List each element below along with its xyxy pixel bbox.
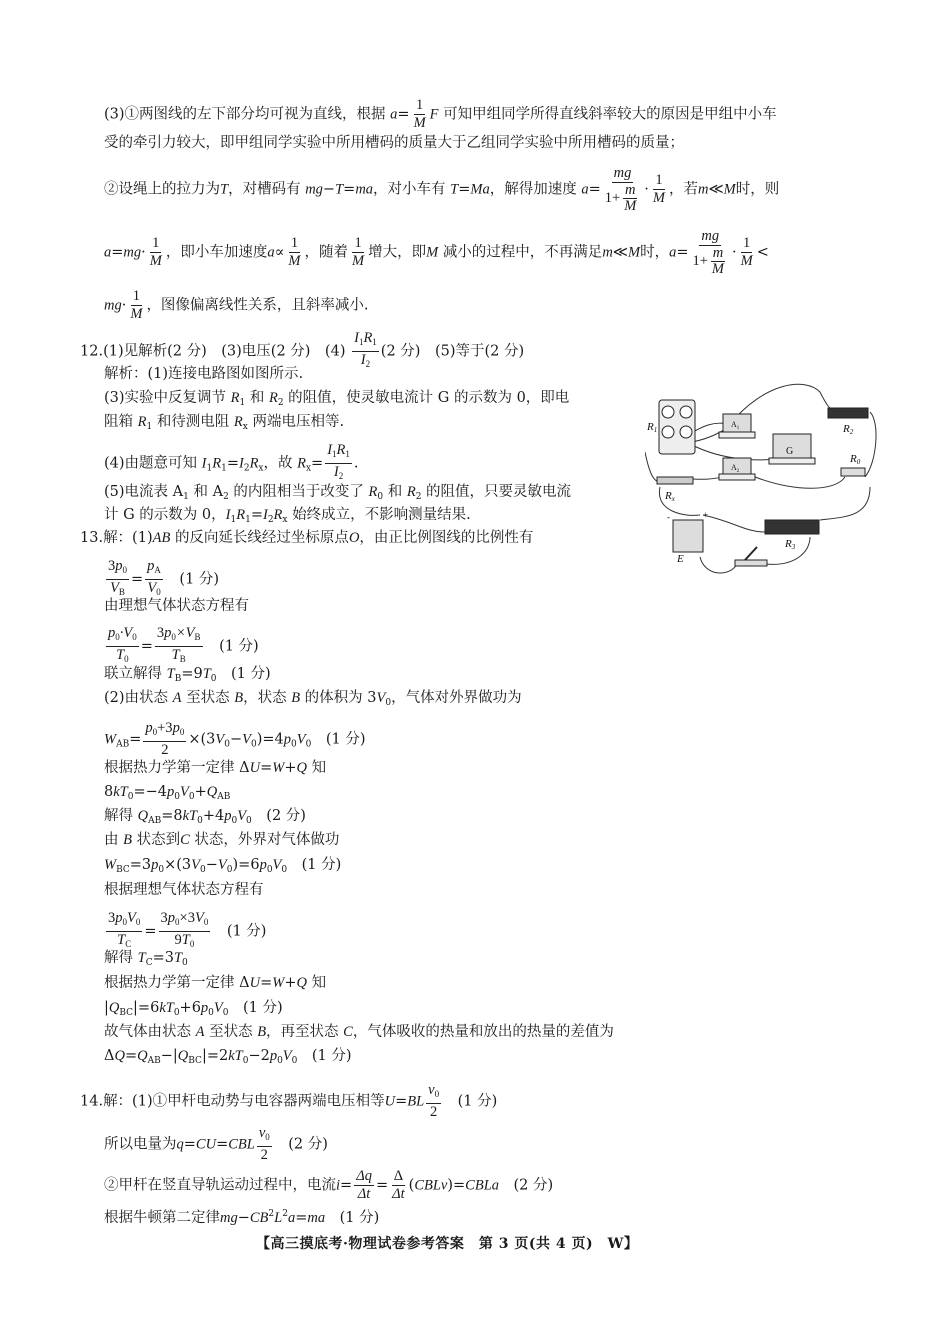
text: 的体积为 3 xyxy=(304,690,377,706)
s12-analysis4: (4)由题意可知 $I_1R_1=I_2R_x$，故 $R_x=$ $\frac{I_1R_1}{I_2}$ . xyxy=(104,442,359,481)
text: 和 xyxy=(249,390,265,406)
text: 根据牛顿第二定律 xyxy=(104,1210,220,1226)
s13-part2: (2)由状态 A 至状态 B，状态 B 的体积为 $3V_0$，气体对外界做功为 xyxy=(104,690,522,708)
svg-text:R2: R2 xyxy=(843,423,854,436)
text: 两端电压相等. xyxy=(252,414,345,430)
text: (3)实验中反复调节 xyxy=(104,390,227,406)
s13-wbc: $W_{BC}=3p_0\times(3V_0-V_0)=6p_0V_0$ (1 分) xyxy=(104,857,342,875)
text: ，解得加速度 xyxy=(489,181,577,198)
text: 知 xyxy=(311,760,327,776)
text: ，对小车有 xyxy=(373,181,446,198)
text: ，气体吸收的热量和放出的热量的差值为 xyxy=(352,1024,614,1040)
text: (3)①两图线的左下部分均可视为直线，根据 xyxy=(104,106,386,123)
s14-line3: ②甲杆在竖直导轨运动过程中，电流i= $\frac{\Delta q}{\Delta t}$ = $\frac{\Delta}{\Delta t}$ (CBLv)=CBLa (2 分) xyxy=(104,1168,554,1202)
text: ，故 xyxy=(263,455,293,472)
text: 由 xyxy=(104,832,119,848)
text: 至状态 xyxy=(186,690,230,706)
circuit-diagram-icon xyxy=(645,382,890,582)
text: 解得 xyxy=(104,950,133,966)
s13-tc: 解得 $T_C=3T_0$ xyxy=(104,950,188,968)
s13-conclusion: 故气体由状态 A 至状态 B，再至状态 C，气体吸收的热量和放出的热量的差值为 xyxy=(104,1024,614,1040)
s11-line2: 受的牵引力较大，即甲组同学实验中所用槽码的质量大于乙组同学实验中所用槽码的质量； xyxy=(104,135,684,151)
s13-dq: $\Delta Q=Q_{AB}-|Q_{BC}|=2kT_0-2p_0V_0$ (1 分) xyxy=(104,1048,352,1066)
text: 时，则 xyxy=(735,181,780,198)
text: 和 A xyxy=(193,484,224,500)
s13-btoc: 由 B 状态到C 状态，外界对气体做功 xyxy=(104,832,340,848)
circuit-diagram xyxy=(645,382,890,582)
s13-wab: $W_{AB}=$ $\frac{p_0+3p_0}{2}$ $\times(3V_0-V_0)=4p_0V_0$ (1 分) xyxy=(104,720,366,758)
s12-analysis5: (5)电流表 $A_1$ 和 $A_2$ 的内阻相当于改变了 $R_0$ 和 $R_2$ 的阻值，只要灵敏电流 xyxy=(104,484,572,502)
text: 减小的过程中，不再满足 xyxy=(442,244,603,261)
text: 解：(1)①甲杆电动势与电容器两端电压相等 xyxy=(103,1093,385,1110)
score: (2 分) xyxy=(266,808,306,824)
text: 和待测电阻 xyxy=(156,414,230,430)
svg-text:G: G xyxy=(786,446,794,457)
svg-text:-: - xyxy=(667,512,670,522)
text: 解：(1) xyxy=(103,530,153,546)
s14-line1: 14.解：(1)①甲杆电动势与电容器两端电压相等U=BL $\frac{v_0}{2}$ (1 分) xyxy=(80,1082,498,1120)
svg-text:R3: R3 xyxy=(785,538,796,551)
text: ②设绳上的拉力为 xyxy=(104,181,220,198)
score: (1 分) xyxy=(339,1210,380,1226)
s11-line3: ②设绳上的拉力为T，对槽码有 mg−T=ma，对小车有 T=Ma，解得加速度 a= mg 1+ $\frac{m}{M}$ · $\frac{1}{M}$ ，若m≪M时，则 xyxy=(104,165,780,214)
s13-ideal: 由理想气体状态方程有 xyxy=(104,598,249,614)
score: (1 分) xyxy=(301,857,342,873)
svg-text:A2: $A_2$ xyxy=(731,463,740,474)
text: ，由正比例图线的比例性有 xyxy=(359,530,534,546)
text: ，随着 xyxy=(304,244,349,261)
s13-ideal2: 根据理想气体状态方程有 xyxy=(104,882,264,898)
s13-eq2: $\frac{p_0\cdot V_0}{T_0}$ = $\frac{3p_0\times V_B}{T_B}$ (1 分) xyxy=(108,625,259,664)
text: ，图像偏离线性关系，且斜率减小. xyxy=(146,297,369,314)
score: (1 分) xyxy=(231,666,271,682)
text: 的内阻相当于改变了 xyxy=(233,484,364,500)
score: (2 分) xyxy=(513,1177,554,1194)
s11-line5: mg· $\frac{1}{M}$ ，图像偏离线性关系，且斜率减小. xyxy=(104,288,369,322)
question-number: 12. xyxy=(80,343,104,360)
text: 知 xyxy=(311,975,327,991)
text: 的阻值，只要灵敏电流 xyxy=(426,484,572,500)
svg-text:+: + xyxy=(703,510,709,520)
text: (5)电流表 A xyxy=(104,484,184,500)
text: 的反向延长线经过坐标原点 xyxy=(174,530,349,546)
text: 计 G 的示数为 0， xyxy=(104,507,226,523)
score: (1 分) xyxy=(179,571,220,588)
text: ，对槽码有 xyxy=(228,181,301,198)
s13-line1: 13.解：(1)AB 的反向延长线经过坐标原点O，由正比例图线的比例性有 xyxy=(80,530,534,546)
s13-joint: 联立解得 $T_B=9T_0$ (1 分) xyxy=(104,666,271,684)
text: 时， xyxy=(640,244,670,261)
text: 至状态 xyxy=(209,1024,253,1040)
s12-analysis3: (3)实验中反复调节 $R_1$ 和 $R_2$ 的阻值，使灵敏电流计 G 的示数为 0，即电 xyxy=(104,390,570,408)
text: 解得 xyxy=(104,808,133,824)
text: 阻箱 xyxy=(104,414,133,430)
score: (1 分) xyxy=(226,923,267,940)
text: ，状态 xyxy=(243,690,287,706)
question-number: 14. xyxy=(80,1093,104,1110)
text: (2)由状态 xyxy=(104,690,169,706)
text: 故气体由状态 xyxy=(104,1024,191,1040)
text: ②甲杆在竖直导轨运动过程中，电流 xyxy=(104,1177,336,1194)
page-footer: 【高三摸底考·物理试卷参考答案 第 3 页(共 4 页) W】 xyxy=(256,1236,639,1252)
score: (2 分) xyxy=(288,1136,328,1153)
text: 根据热力学第一定律 xyxy=(104,760,235,776)
s12-analysis5-cont: 计 G 的示数为 0，$I_1R_1=I_2R_x$ 始终成立，不影响测量结果. xyxy=(104,507,471,525)
question-number: 13. xyxy=(80,530,104,546)
score: (1 分) xyxy=(219,638,259,655)
s13-qab: 解得 $Q_{AB}=8kT_0+4p_0V_0$ (2 分) xyxy=(104,808,306,826)
s12-analysis1: 解析：(1)连接电路图如图所示. xyxy=(104,366,304,382)
text: ，再至状态 xyxy=(266,1024,339,1040)
score: (1 分) xyxy=(325,731,366,748)
text: ，若 xyxy=(668,181,698,198)
s13-qbc: $|Q_{BC}|=6kT_0+6p_0V_0$ (1 分) xyxy=(104,1000,283,1018)
text: 根据热力学第一定律 xyxy=(104,975,235,991)
text: 所以电量为 xyxy=(104,1136,177,1153)
text: ，即小车加速度 xyxy=(165,244,268,261)
s13-eq3: $8kT_0=-4p_0V_0+Q_{AB}$ xyxy=(104,784,231,802)
text: 增大，即 xyxy=(368,244,427,261)
s13-eq1: $\frac{3p_0}{V_B}$ = $\frac{p_A}{V_0}$ (1 分) xyxy=(108,558,220,597)
text: (2 分) (5)等于(2 分) xyxy=(380,343,525,360)
s13-firstlaw2: 根据热力学第一定律 ΔU=W+Q 知 xyxy=(104,975,327,991)
svg-text:R0: R0 xyxy=(850,453,861,466)
score: (1 分) xyxy=(311,1048,352,1064)
text: 联立解得 xyxy=(104,666,162,682)
text: 可知甲组同学所得直线斜率较大的原因是甲组中小车 xyxy=(443,106,777,123)
svg-text:Rx: Rx xyxy=(665,490,675,503)
s13-eq4: $\frac{3p_0V_0}{T_C}$ = $\frac{3p_0\times 3V_0}{9T_0}$ (1 分) xyxy=(108,910,267,949)
svg-text:E: E xyxy=(677,553,684,565)
text: 状态，外界对气体做功 xyxy=(194,832,340,848)
text: (1)见解析(2 分) (3)电压(2 分) (4) xyxy=(103,343,346,360)
svg-text:R1: R1 xyxy=(647,421,658,434)
text: 始终成立，不影响测量结果. xyxy=(292,507,471,523)
text: 状态到 xyxy=(136,832,181,848)
score: (1 分) xyxy=(243,1000,283,1016)
s14-line4: 根据牛顿第二定律$mg-CB^2L^2a=ma$ (1 分) xyxy=(104,1209,380,1226)
text: 的阻值，使灵敏电流计 G 的示数为 0，即电 xyxy=(288,390,570,406)
svg-text:A1: $A_1$ xyxy=(731,420,740,431)
s12-analysis3-cont: 阻箱 $R_1$ 和待测电阻 $R_x$ 两端电压相等. xyxy=(104,414,345,432)
s14-line2: 所以电量为q=CU=CBL $\frac{v_0}{2}$ (2 分) xyxy=(104,1125,328,1163)
s11-line1: (3)①两图线的左下部分均可视为直线，根据 a= $\frac{1}{M}$ F 可知甲组同学所得直线斜率较大的原因是甲组中小车 xyxy=(104,97,777,131)
s12-answers: 12.(1)见解析(2 分) (3)电压(2 分) (4) $\frac{I_1R_1}{I_2}$ (2 分) (5)等于(2 分) xyxy=(80,330,525,369)
s11-line4: a=mg· $\frac{1}{M}$ ，即小车加速度a∝ $\frac{1}{M}$ ，随着 $\frac{1}{M}$ 增大，即M 减小的过程中，不再满足m≪M时，a= mg 1+ $\frac{m}{M}$ · $\frac{1}{M}$ < xyxy=(104,228,769,277)
s13-firstlaw: 根据热力学第一定律 ΔU=W+Q 知 xyxy=(104,760,327,776)
text: ，气体对外界做功为 xyxy=(391,690,522,706)
text: (4)由题意可知 xyxy=(104,455,198,472)
score: (1 分) xyxy=(457,1093,498,1110)
